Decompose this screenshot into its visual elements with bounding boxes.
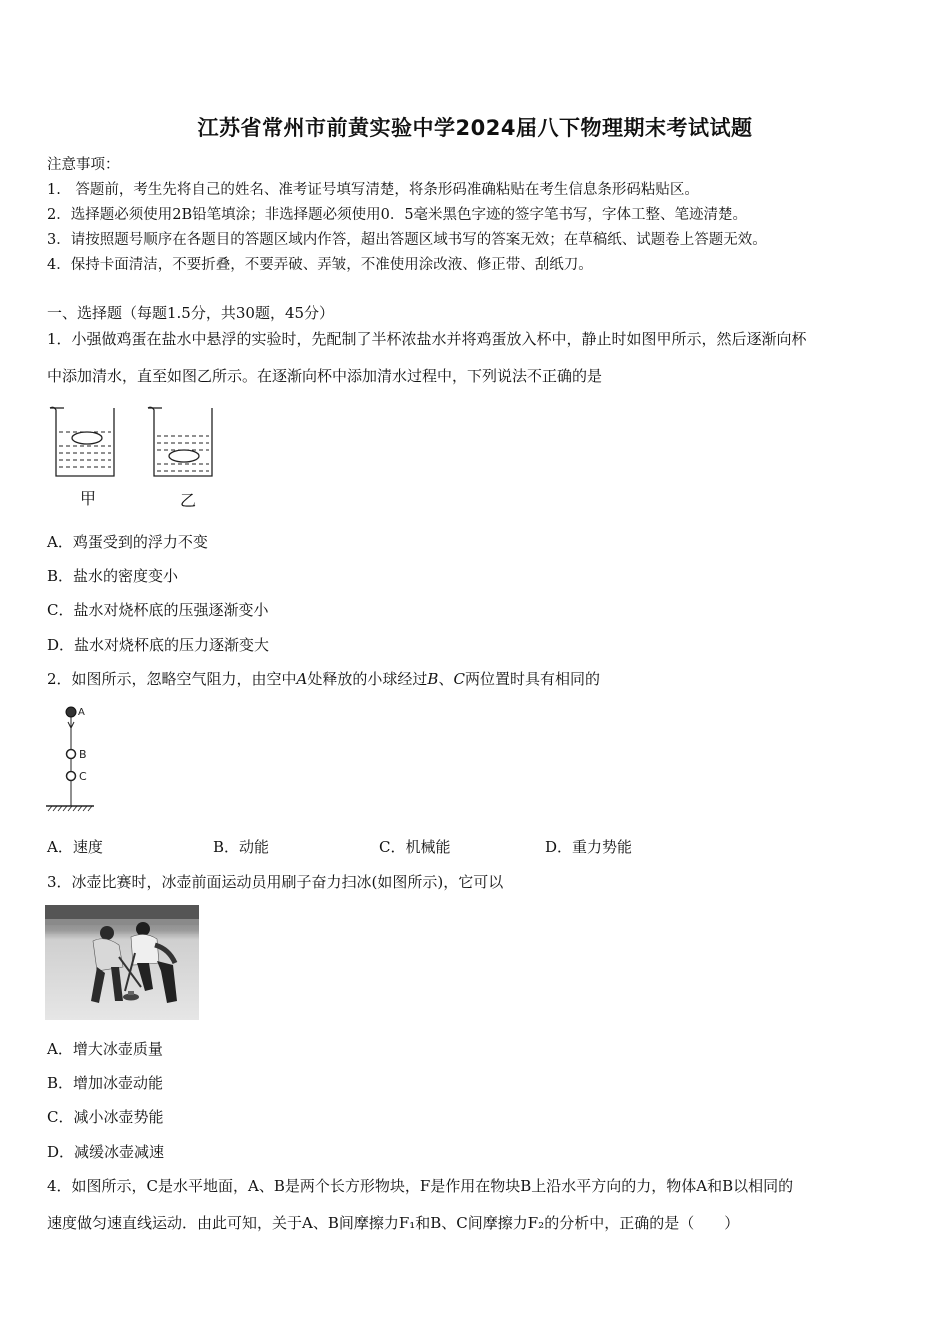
- q2-option-c: C．机械能: [379, 838, 451, 856]
- q2-options: [47, 836, 907, 857]
- ball-b-icon: [67, 750, 76, 759]
- q1-option-a: A．鸡蛋受到的浮力不变: [47, 533, 208, 551]
- q1-option-b: B．盐水的密度变小: [47, 567, 179, 585]
- q3-curling-photo: [45, 905, 199, 1020]
- ball-label-b: B: [79, 748, 87, 761]
- q3-stem: 3．冰壶比赛时，冰壶前面运动员用刷子奋力扫冰(如图所示)，它可以: [47, 873, 504, 891]
- beaker-yi: [148, 407, 212, 476]
- q2-ball-figure: [44, 702, 104, 814]
- q2-option-d: D．重力势能: [545, 838, 633, 856]
- notice-item-2: 2．选择题必须使用2B铅笔填涂；非选择题必须使用0．5毫米黑色字迹的签字笔书写，字体工整、笔迹清楚。: [47, 207, 748, 223]
- q4-stem-line2: 速度做匀速直线运动．由此可知，关于A、B间摩擦力F₁和B、C间摩擦力F₂的分析中，正确的是（ ）: [47, 1214, 740, 1232]
- q2-option-a: A．速度: [47, 838, 103, 856]
- q1-stem-line2: 中添加清水，直至如图乙所示。在逐渐向杯中添加清水过程中，下列说法不正确的是: [47, 367, 603, 385]
- q1-option-c: C．盐水对烧杯底的压强逐渐变小: [47, 601, 269, 619]
- q4-stem-line1: 4．如图所示，C是水平地面，A、B是两个长方形物块，F是作用在物块B上沿水平方向的力，物体A和B以相同的: [47, 1177, 794, 1195]
- beaker-jia: [50, 407, 114, 476]
- ball-label-c: C: [79, 770, 87, 783]
- q3-option-a: A．增大冰壶质量: [47, 1040, 163, 1058]
- q1-stem-line1: 1．小强做鸡蛋在盐水中悬浮的实验时，先配制了半杯浓盐水并将鸡蛋放入杯中，静止时如图甲所示，然后逐渐向杯: [47, 330, 807, 348]
- notice-heading: 注意事项：: [47, 157, 120, 173]
- q2-option-b: B．动能: [213, 838, 270, 856]
- q1-option-d: D．盐水对烧杯底的压力逐渐变大: [47, 636, 270, 654]
- q3-option-d: D．减缓冰壶减速: [47, 1143, 165, 1161]
- q1-label-yi: 乙: [180, 491, 197, 510]
- q3-option-b: B．增加冰壶动能: [47, 1074, 164, 1092]
- notice-item-3: 3．请按照题号顺序在各题目的答题区域内作答，超出答题区域书写的答案无效；在草稿纸、试题卷上答题无效。: [47, 232, 767, 248]
- q3-option-c: C．减小冰壶势能: [47, 1108, 164, 1126]
- q2-stem: 2．如图所示，忽略空气阻力，由空中A处释放的小球经过B、C两位置时具有相同的: [47, 670, 600, 688]
- q1-label-jia: 甲: [80, 489, 97, 508]
- ball-a-icon: [66, 707, 76, 717]
- notice-item-1: 1. 答题前，考生先将自己的姓名、准考证号填写清楚，将条形码准确粘贴在考生信息条形码粘贴区。: [47, 182, 699, 198]
- page-title: 江苏省常州市前黄实验中学2024届八下物理期末考试试题: [197, 116, 753, 140]
- q1-beaker-figure: [44, 402, 224, 512]
- ball-label-a: A: [78, 707, 85, 718]
- section-heading: 一、选择题（每题1.5分，共30题，45分）: [47, 304, 335, 322]
- notice-item-4: 4．保持卡面清洁，不要折叠，不要弄破、弄皱，不准使用涂改液、修正带、刮纸刀。: [47, 257, 593, 273]
- ball-c-icon: [67, 772, 76, 781]
